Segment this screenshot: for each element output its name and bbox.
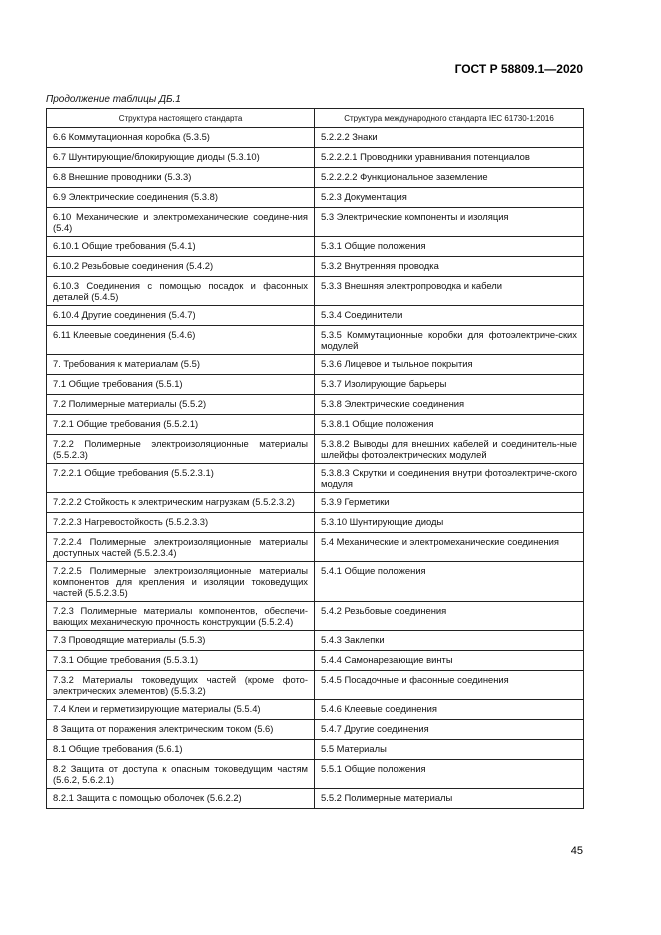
cell-national-clause: 7.2.2.1 Общие требования (5.5.2.3.1) — [47, 464, 315, 493]
cell-international-clause: 5.4.5 Посадочные и фасонные соединения — [315, 671, 584, 700]
cell-international-clause: 5.3.8.3 Скрутки и соединения внутри фотоэлектриче-ского модуля — [315, 464, 584, 493]
table-row — [47, 602, 584, 631]
cell-international-clause: 5.3.8.1 Общие положения — [315, 415, 584, 435]
cell-international-clause: 5.3.8.2 Выводы для внешних кабелей и соединитель-ные шлейфы фотоэлектрических модулей — [315, 435, 584, 464]
cell-international-clause: 5.5.2 Полимерные материалы — [315, 789, 584, 809]
cell-international-clause: 5.4 Механические и электромеханические соединения — [315, 533, 584, 562]
table-row — [47, 562, 584, 602]
cell-national-clause: 8 Защита от поражения электрическим током (5.6) — [47, 720, 315, 740]
cell-national-clause: 7.2.2 Полимерные электроизоляционные материалы (5.5.2.3) — [47, 435, 315, 464]
cell-national-clause: 7. Требования к материалам (5.5) — [47, 355, 315, 375]
table-row — [47, 700, 584, 720]
cell-national-clause: 6.10 Механические и электромеханические соедине-ния (5.4) — [47, 208, 315, 237]
cell-national-clause: 6.10.2 Резьбовые соединения (5.4.2) — [47, 257, 315, 277]
table-caption: Продолжение таблицы ДБ.1 — [46, 94, 181, 105]
table-row — [47, 415, 584, 435]
cell-international-clause: 5.3.10 Шунтирующие диоды — [315, 513, 584, 533]
table-row — [47, 533, 584, 562]
table-row — [47, 720, 584, 740]
cell-international-clause: 5.4.3 Заклепки — [315, 631, 584, 651]
cell-national-clause: 7.2.2.3 Нагревостойкость (5.5.2.3.3) — [47, 513, 315, 533]
cell-international-clause: 5.3.5 Коммутационные коробки для фотоэлектриче-ских модулей — [315, 326, 584, 355]
cell-national-clause: 7.3 Проводящие материалы (5.5.3) — [47, 631, 315, 651]
column-header-international: Структура международного стандарта IEC 61730-1:2016 — [315, 109, 584, 128]
cell-national-clause: 7.2.2.2 Стойкость к электрическим нагрузкам (5.5.2.3.2) — [47, 493, 315, 513]
cell-international-clause: 5.3 Электрические компоненты и изоляция — [315, 208, 584, 237]
cell-international-clause: 5.4.6 Клеевые соединения — [315, 700, 584, 720]
table-row — [47, 208, 584, 237]
table-row — [47, 493, 584, 513]
table-row — [47, 789, 584, 809]
cell-national-clause: 8.1 Общие требования (5.6.1) — [47, 740, 315, 760]
table-header — [47, 109, 584, 128]
cell-international-clause: 5.5.1 Общие положения — [315, 760, 584, 789]
cell-international-clause: 5.5 Материалы — [315, 740, 584, 760]
table-row — [47, 257, 584, 277]
cell-national-clause: 6.6 Коммутационная коробка (5.3.5) — [47, 128, 315, 148]
table-row — [47, 355, 584, 375]
page-number: 45 — [570, 845, 583, 857]
table-row — [47, 326, 584, 355]
cell-international-clause: 5.3.1 Общие положения — [315, 237, 584, 257]
table-row — [47, 651, 584, 671]
cell-national-clause: 6.7 Шунтирующие/блокирующие диоды (5.3.10) — [47, 148, 315, 168]
table-body — [47, 128, 584, 809]
table-row — [47, 306, 584, 326]
cell-international-clause: 5.4.7 Другие соединения — [315, 720, 584, 740]
cell-international-clause: 5.2.3 Документация — [315, 188, 584, 208]
correspondence-table — [46, 108, 584, 809]
table-row — [47, 168, 584, 188]
cell-national-clause: 6.10.1 Общие требования (5.4.1) — [47, 237, 315, 257]
cell-national-clause: 7.2.2.5 Полимерные электроизоляционные материалы компонентов для крепления и изоляции токоведущих частей (5.5.2.3.5) — [47, 562, 315, 602]
cell-international-clause: 5.4.4 Самонарезающие винты — [315, 651, 584, 671]
cell-national-clause: 7.2.1 Общие требования (5.5.2.1) — [47, 415, 315, 435]
table-row — [47, 188, 584, 208]
table-row — [47, 740, 584, 760]
cell-national-clause: 7.3.2 Материалы токоведущих частей (кроме фото-электрических элементов) (5.5.3.2) — [47, 671, 315, 700]
cell-international-clause: 5.2.2.2.2 Функциональное заземление — [315, 168, 584, 188]
cell-national-clause: 6.10.3 Соединения с помощью посадок и фасонных деталей (5.4.5) — [47, 277, 315, 306]
cell-national-clause: 7.2.2.4 Полимерные электроизоляционные материалы доступных частей (5.5.2.3.4) — [47, 533, 315, 562]
table-row — [47, 395, 584, 415]
cell-national-clause: 7.1 Общие требования (5.5.1) — [47, 375, 315, 395]
cell-international-clause: 5.3.7 Изолирующие барьеры — [315, 375, 584, 395]
cell-international-clause: 5.3.3 Внешняя электропроводка и кабели — [315, 277, 584, 306]
table-row — [47, 435, 584, 464]
table-row — [47, 760, 584, 789]
cell-international-clause: 5.3.2 Внутренняя проводка — [315, 257, 584, 277]
cell-national-clause: 8.2 Защита от доступа к опасным токоведущим частям (5.6.2, 5.6.2.1) — [47, 760, 315, 789]
column-header-national: Структура настоящего стандарта — [47, 109, 315, 128]
table-row — [47, 671, 584, 700]
table-row — [47, 237, 584, 257]
cell-national-clause: 7.4 Клеи и герметизирующие материалы (5.5.4) — [47, 700, 315, 720]
cell-international-clause: 5.4.1 Общие положения — [315, 562, 584, 602]
cell-national-clause: 6.11 Клеевые соединения (5.4.6) — [47, 326, 315, 355]
cell-international-clause: 5.3.9 Герметики — [315, 493, 584, 513]
cell-international-clause: 5.2.2.2 Знаки — [315, 128, 584, 148]
cell-national-clause: 6.10.4 Другие соединения (5.4.7) — [47, 306, 315, 326]
cell-national-clause: 7.2.3 Полимерные материалы компонентов, обеспечи-вающих механическую прочность конструкции (5.5.2.4) — [47, 602, 315, 631]
document-designation: ГОСТ Р 58809.1—2020 — [454, 62, 583, 76]
cell-international-clause: 5.3.6 Лицевое и тыльное покрытия — [315, 355, 584, 375]
cell-international-clause: 5.2.2.2.1 Проводники уравнивания потенциалов — [315, 148, 584, 168]
table-row — [47, 631, 584, 651]
cell-national-clause: 6.8 Внешние проводники (5.3.3) — [47, 168, 315, 188]
cell-national-clause: 6.9 Электрические соединения (5.3.8) — [47, 188, 315, 208]
cell-national-clause: 7.3.1 Общие требования (5.5.3.1) — [47, 651, 315, 671]
table-row — [47, 277, 584, 306]
table-row — [47, 464, 584, 493]
table-row — [47, 148, 584, 168]
cell-international-clause: 5.4.2 Резьбовые соединения — [315, 602, 584, 631]
table-row — [47, 375, 584, 395]
cell-national-clause: 8.2.1 Защита с помощью оболочек (5.6.2.2) — [47, 789, 315, 809]
cell-international-clause: 5.3.8 Электрические соединения — [315, 395, 584, 415]
table-row — [47, 513, 584, 533]
cell-international-clause: 5.3.4 Соединители — [315, 306, 584, 326]
cell-national-clause: 7.2 Полимерные материалы (5.5.2) — [47, 395, 315, 415]
table-row — [47, 128, 584, 148]
